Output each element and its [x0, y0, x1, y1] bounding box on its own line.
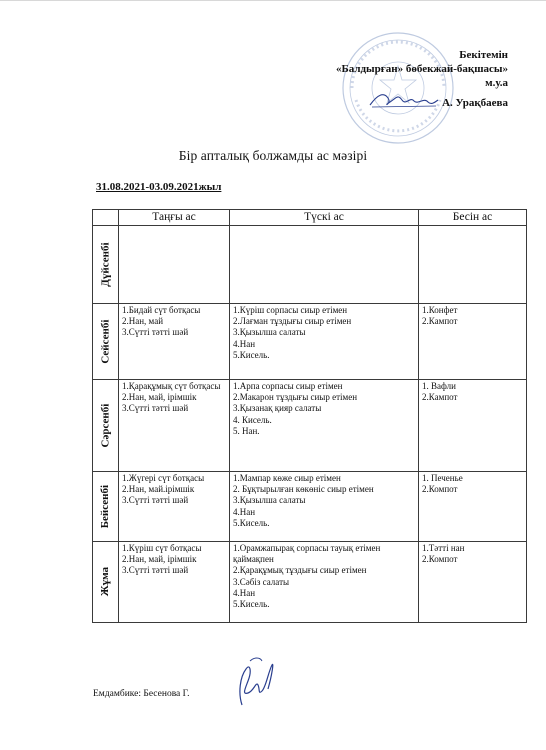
day-label: Дүйсенбі: [99, 242, 112, 287]
menu-item: 1.Конфет: [422, 305, 458, 315]
menu-item: 2. Бұқтырылған көкөніс сиыр етімен: [233, 484, 374, 495]
day-label: Бейсенбі: [99, 484, 112, 529]
menu-item: 1.Қарақұмық сүт ботқасы: [122, 381, 221, 391]
menu-item: 2.Компот: [422, 484, 458, 495]
table-row: [93, 380, 527, 472]
menu-item: 2.Кампот: [422, 316, 458, 327]
menu-item: 1. Печенье: [422, 473, 463, 483]
menu-item: 1.Күріш сорпасы сиыр етімен: [233, 305, 348, 315]
menu-item: 3.Сәбіз салаты: [233, 576, 290, 587]
menu-item: 2.Макарон тұздығы сиыр етімен: [233, 392, 358, 403]
menu-item: 1. Вафли: [422, 381, 456, 391]
menu-item: 3.Қызанақ қияр салаты: [233, 403, 322, 414]
menu-item: 3.Қызылша салаты: [233, 495, 306, 506]
approval-block: [336, 48, 508, 110]
menu-item: 1.Күріш сүт ботқасы: [122, 543, 202, 553]
menu-item: 1.Жүгері сүт ботқасы: [122, 473, 205, 483]
page-top-edge: [0, 0, 546, 1]
menu-item: 2.Кампот: [422, 392, 458, 403]
menu-item: 2.Нан, май: [122, 316, 164, 327]
table-row: [93, 304, 527, 380]
snack-cell: [419, 380, 527, 472]
menu-item: 3.Сүтті тәтті шәй: [122, 403, 189, 414]
day-cell: [93, 304, 119, 380]
day-label: Сәрсенбі: [99, 403, 112, 448]
document-title: Бір апталық болжамды ас мәзірі: [178, 148, 368, 163]
table-row: [93, 542, 527, 623]
menu-item: 5. Нан.: [233, 425, 260, 436]
approval-director-name: А. Урақбаева: [442, 97, 508, 109]
day-label: Жұма: [99, 567, 112, 597]
breakfast-cell: [119, 226, 230, 304]
day-cell: [93, 226, 119, 304]
header-lunch: Түскі ас: [230, 210, 419, 226]
header-breakfast: Таңғы ас: [119, 210, 230, 226]
snack-cell: [419, 542, 527, 623]
menu-item: 5.Кисель.: [233, 517, 270, 528]
menu-item: 2.Нан, май.ірімшік: [122, 484, 195, 495]
lunch-cell: [230, 226, 419, 304]
menu-item: 2.Лағман тұздығы сиыр етімен: [233, 316, 352, 327]
breakfast-cell: [119, 380, 230, 472]
menu-item: 5.Кисель.: [233, 349, 270, 360]
table-row: [93, 472, 527, 542]
lunch-cell: [230, 304, 419, 380]
dietitian-signature-line: Емдамбике: Бесенова Г.: [93, 689, 190, 699]
menu-item: 4.Нан: [233, 587, 256, 598]
header-corner: [93, 210, 119, 226]
menu-item: 2.Компот: [422, 554, 458, 565]
dietitian-signature-icon: [228, 655, 278, 707]
menu-item: 5.Кисель.: [233, 599, 270, 610]
menu-item: 1.Арпа сорпасы сиыр етімен: [233, 381, 343, 391]
director-signature-icon: [368, 90, 440, 110]
menu-item: 1.Тәтті нан: [422, 543, 465, 553]
menu-table: [92, 209, 527, 623]
date-range: 31.08.2021-03.09.2021жыл: [96, 181, 222, 193]
menu-item: 2.Нан, май, ірімшік: [122, 554, 197, 565]
menu-item: 2.Нан, май, ірімшік: [122, 392, 197, 403]
menu-item: 3.Қызылша салаты: [233, 327, 306, 338]
day-cell: [93, 380, 119, 472]
approval-position: м.у.а: [485, 77, 508, 89]
day-cell: [93, 472, 119, 542]
lunch-cell: [230, 542, 419, 623]
menu-item: 4.Нан: [233, 338, 256, 349]
snack-cell: [419, 472, 527, 542]
menu-item: 1.Мампар көже сиыр етімен: [233, 473, 341, 483]
breakfast-cell: [119, 304, 230, 380]
menu-item: 1.Бидай сүт ботқасы: [122, 305, 201, 315]
table-row: [93, 226, 527, 304]
day-cell: [93, 542, 119, 623]
snack-cell: [419, 304, 527, 380]
breakfast-cell: [119, 472, 230, 542]
menu-header-row: [93, 210, 527, 226]
approval-signature-line: [336, 90, 508, 110]
lunch-cell: [230, 380, 419, 472]
breakfast-cell: [119, 542, 230, 623]
menu-item: 4.Нан: [233, 506, 256, 517]
snack-cell: [419, 226, 527, 304]
approval-heading: Бекітемін: [459, 49, 508, 61]
lunch-cell: [230, 472, 419, 542]
menu-item: 1.Орамжапырақ сорпасы тауық етімен қаймақпен: [233, 543, 381, 565]
menu-item: 4. Кисель.: [233, 414, 272, 425]
menu-item: 2.Қарақұмық тұздығы сиыр етімен: [233, 565, 367, 576]
menu-item: 3.Сүтті тәтті шәй: [122, 495, 189, 506]
menu-item: 3.Сүтті тәтті шәй: [122, 565, 189, 576]
header-snack: Бесін ас: [419, 210, 527, 226]
menu-item: 3.Сүтті тәтті шәй: [122, 327, 189, 338]
day-label: Сейсенбі: [99, 319, 112, 364]
approval-organization: «Балдырған» бөбекжай-бақшасы»: [335, 63, 508, 75]
